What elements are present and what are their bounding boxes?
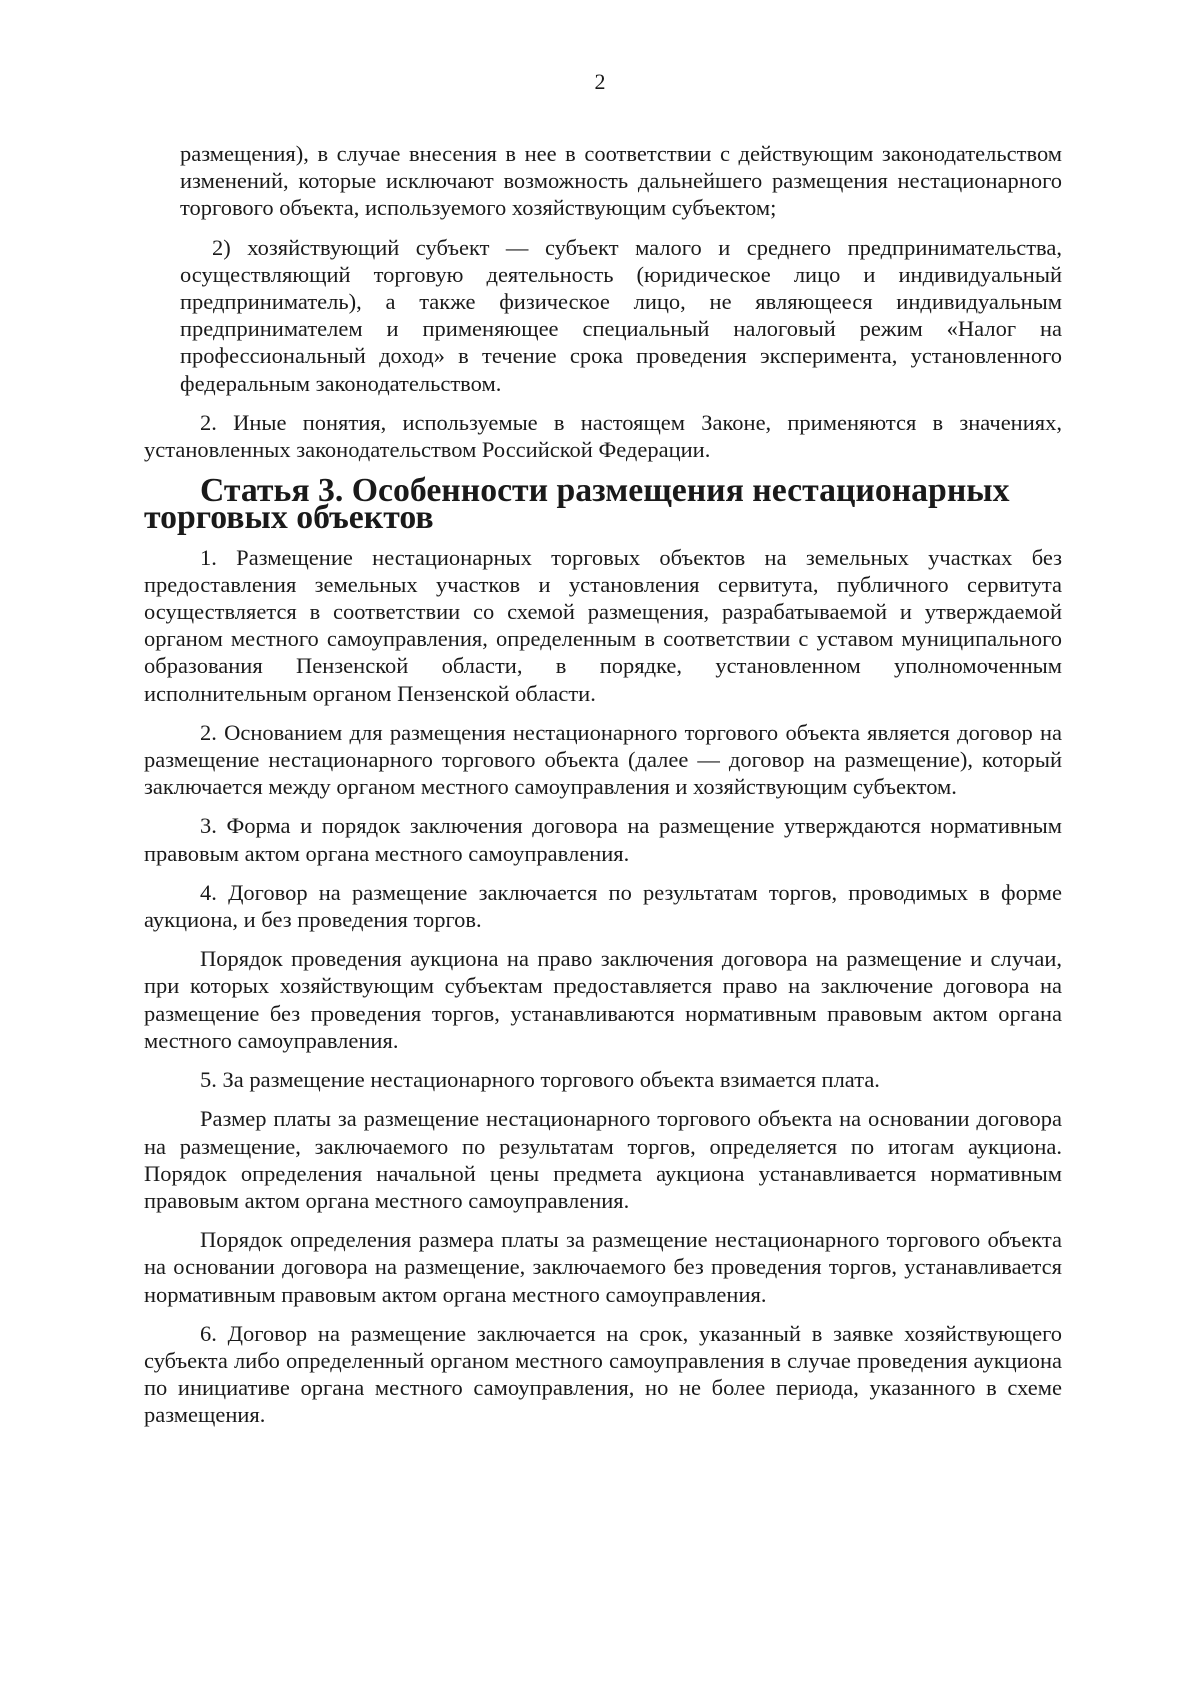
article-3-paragraph: 3. Форма и порядок заключения договора на размещение утверждаются нормативным правовым актом органа местного самоуправления. [144, 813, 1062, 866]
article-3-heading: Статья 3. Особенности размещения нестационарных торговых объектов [144, 472, 1010, 537]
article-3-paragraph: 1. Размещение нестационарных торговых объектов на земельных участках без предоставления земельных участков и установления сервитута, публичного сервитута осуществляется в соответствии со схемой размещения, разрабатываемой и утверждаемой органом местного самоуправления, определенным в соответствии с уставом муниципального образования Пензенской области, в порядке, установленном уполномоченным исполнительным органом Пензенской области. [144, 544, 1062, 706]
article-3-paragraph: Размер платы за размещение нестационарного торгового объекта на основании договора на размещение, заключаемого по результатам торгов, определяется по итогам аукциона. Порядок определения начальной цены предмета аукциона устанавливается нормативным правовым актом органа местного самоуправления. [144, 1106, 1062, 1213]
article-3-paragraph: Порядок определения размера платы за размещение нестационарного торгового объекта на основании договора на размещение, заключаемого без проведения торгов, устанавливается нормативным правовым актом органа местного самоуправления. [144, 1227, 1062, 1307]
paragraph-definition-2: 2) хозяйствующий субъект — субъект малого и среднего предпринимательства, осуществляющий торговую деятельность (юридическое лицо и индивидуальный предприниматель), а также физическое лицо, не являющееся индивидуальным предпринимателем и применяющее специальный налоговый режим «Налог на профессиональный доход» в течение срока проведения эксперимента, установленного федеральным законодательством. [180, 234, 1062, 396]
article-3-paragraph: 6. Договор на размещение заключается на срок, указанный в заявке хозяйствующего субъекта либо определенный органом местного самоуправления в случае проведения аукциона по инициативе органа местного самоуправления, но не более периода, указанного в схеме размещения. [144, 1320, 1062, 1428]
article-3-paragraph: 4. Договор на размещение заключается по результатам торгов, проводимых в форме аукциона, и без проведения торгов. [144, 879, 1062, 933]
article-3-paragraph: 5. За размещение нестационарного торгового объекта взимается плата. [200, 1067, 880, 1093]
paragraph-other-terms: 2. Иные понятия, используемые в настоящем Законе, применяются в значениях, установленных законодательством Российской Федерации. [144, 409, 1062, 463]
paragraph-continuation: размещения), в случае внесения в нее в соответствии с действующим законодательством изменений, которые исключают возможность дальнейшего размещения нестационарного торгового объекта, используемого хозяйствующим субъектом; [180, 141, 1062, 221]
document-body [144, 140, 1062, 1429]
page-number: 2 [594, 69, 606, 94]
article-3-paragraph: 2. Основанием для размещения нестационарного торгового объекта является договор на размещение нестационарного торгового объекта (далее — договор на размещение), который заключается между органом местного самоуправления и хозяйствующим субъектом. [144, 719, 1062, 800]
article-3-paragraph: Порядок проведения аукциона на право заключения договора на размещение и случаи, при которых хозяйствующим субъектам предоставляется право на заключение договора на размещение без проведения торгов, устанавливаются нормативным правовым актом органа местного самоуправления. [144, 946, 1062, 1053]
